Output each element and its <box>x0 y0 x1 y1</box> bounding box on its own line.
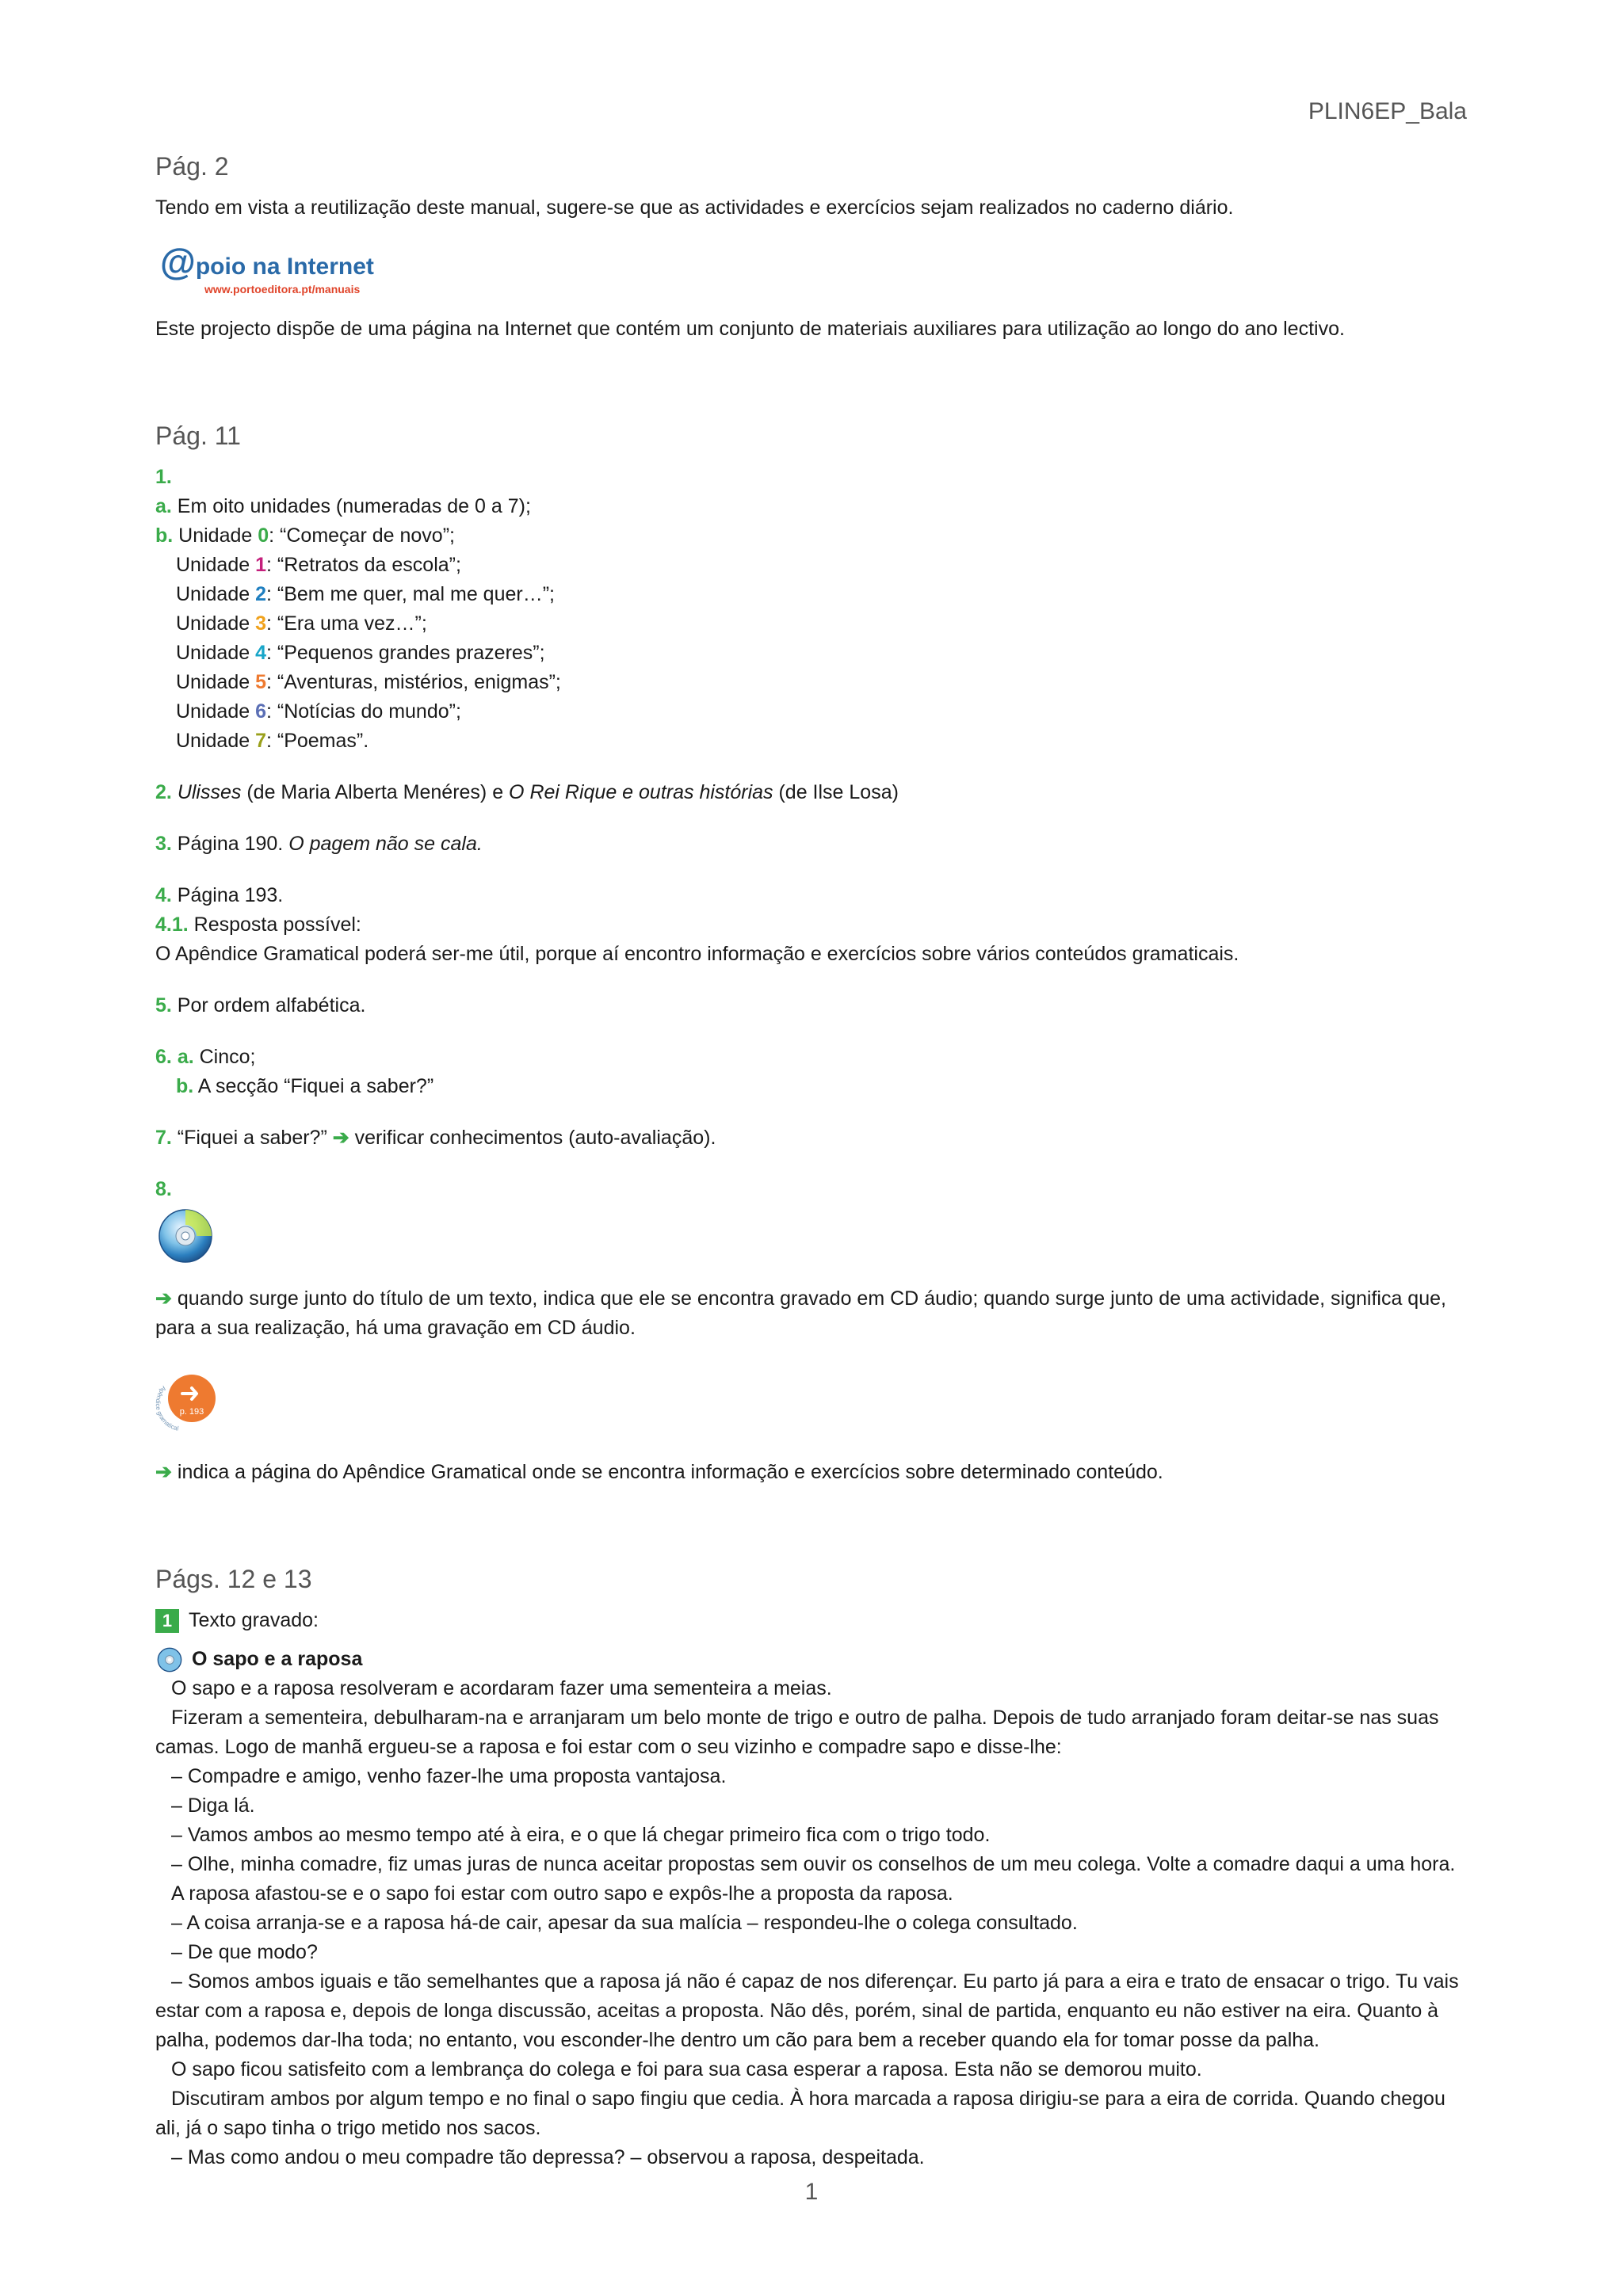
cd-audio-icon <box>157 1207 214 1264</box>
unit-number: 2 <box>255 583 266 605</box>
story-paragraph: A raposa afastou-se e o sapo foi estar com outro sapo e expôs-lhe a proposta da raposa. <box>171 1882 953 1905</box>
q2-text: (de Ilse Losa) <box>773 781 899 803</box>
story-text <box>155 1674 1471 2172</box>
unit-number: 7 <box>255 730 266 752</box>
q7-label: 7. <box>155 1127 172 1149</box>
q1-label: 1. <box>155 466 172 488</box>
section-title-pag11: Pág. 11 <box>155 421 241 450</box>
page-content <box>155 151 1471 2172</box>
unit-name: : “Pequenos grandes prazeres”; <box>265 642 545 664</box>
apendice-page-label: p. 193 <box>179 1407 204 1417</box>
q6a-text: Cinco; <box>193 1046 256 1068</box>
q7-text: verificar conhecimentos (auto-avaliação). <box>349 1127 716 1149</box>
story-paragraph: – Compadre e amigo, venho fazer-lhe uma proposta vantajosa. <box>171 1765 727 1787</box>
book-title: Ulisses <box>177 781 242 803</box>
unit-name: : “Era uma vez…”; <box>265 612 427 635</box>
page-number: 1 <box>804 2179 819 2205</box>
logo-url: www.portoeditora.pt/manuais <box>204 283 361 296</box>
cd-explanation: quando surge junto do título de um texto, indica que ele se encontra gravado em CD áudio; quando surge junto de uma actividade, significa que, para a sua realização, há uma gravação em CD áudio. <box>155 1287 1446 1339</box>
q41-label: 4.1. <box>155 913 189 936</box>
q1a-label: a. <box>155 495 172 517</box>
q3-text: Página 190. <box>171 833 289 855</box>
arrow-icon: ➔ <box>332 1127 349 1149</box>
q2-label: 2. <box>155 781 172 803</box>
q5-text: Por ordem alfabética. <box>171 994 366 1016</box>
story-paragraph: O sapo e a raposa resolveram e acordaram fazer uma sementeira a meias. <box>171 1677 832 1699</box>
intro-text: Tendo em vista a reutilização deste manual, sugere-se que as actividades e exercícios sejam realizados no caderno diário. <box>155 196 1234 219</box>
unit-name: : “Bem me quer, mal me quer…”; <box>265 583 555 605</box>
arrow-icon: ➔ <box>155 1461 172 1483</box>
unit-name: : “Começar de novo”; <box>269 524 455 547</box>
unit-prefix: Unidade <box>173 524 258 547</box>
unit-name: : “Notícias do mundo”; <box>265 700 461 723</box>
story-paragraph: Fizeram a sementeira, debulharam-na e arranjaram um belo monte de trigo e outro de palha. Depois de tudo arranjado foram deitar-se nas suas camas. Logo de manhã ergueu-se a raposa e foi estar com o seu vizinho e compadre sapo e disse-lhe: <box>155 1707 1439 1758</box>
q4-text: Página 193. <box>171 884 284 906</box>
q5-label: 5. <box>155 994 172 1016</box>
unit-name: : “Retratos da escola”; <box>265 554 461 576</box>
logo-internet-text: Internet <box>286 254 374 280</box>
unit-prefix: Unidade <box>176 671 256 693</box>
apendice-explanation: indica a página do Apêndice Gramatical onde se encontra informação e exercícios sobre determinado conteúdo. <box>171 1461 1163 1483</box>
unit-prefix: Unidade <box>176 730 256 752</box>
story-paragraph: – Mas como andou o meu compadre tão depressa? – observou a raposa, despeitada. <box>171 2146 925 2168</box>
q6b-label: b. <box>176 1075 194 1097</box>
unit-number: 5 <box>255 671 266 693</box>
activity-label: Texto gravado: <box>189 1609 319 1631</box>
q41-text: Resposta possível: <box>188 913 361 936</box>
apendice-curved-label: Apên gramatical <box>155 1384 180 1432</box>
at-icon: @ <box>160 241 196 282</box>
apoio-internet-logo <box>160 243 1471 299</box>
story-paragraph: Discutiram ambos por algum tempo e no final o sapo fingiu que cedia. À hora marcada a raposa dirigiu-se para a eira de corrida. Quando chegou ali, já o sapo tinha o trigo metido nos sacos. <box>155 2088 1445 2139</box>
internet-text: Este projecto dispõe de uma página na Internet que contém um conjunto de materiais auxiliares para utilização ao longo do ano lectivo. <box>155 318 1345 340</box>
story-title: O sapo e a raposa <box>192 1648 363 1670</box>
unit-number: 3 <box>255 612 266 635</box>
story-title-row <box>155 1645 1471 1674</box>
q6a-label: a. <box>177 1046 194 1068</box>
unit-number: 4 <box>255 642 266 664</box>
logo-main-text: poio <box>195 254 246 280</box>
story-paragraph: – Vamos ambos ao mesmo tempo até à eira, e o que lá chegar primeiro fica com o trigo todo. <box>171 1824 991 1846</box>
q7-text: “Fiquei a saber?” <box>171 1127 333 1149</box>
cd-audio-icon <box>157 1647 182 1672</box>
story-paragraph: O sapo ficou satisfeito com a lembrança do colega e foi para sua casa esperar a raposa. Esta não se demorou muito. <box>171 2058 1202 2081</box>
logo-na-text: na <box>246 254 287 280</box>
unit-number: 1 <box>255 554 266 576</box>
unit-name: : “Poemas”. <box>265 730 369 752</box>
unit-prefix: Unidade <box>176 642 256 664</box>
book-title: O Rei Rique e outras histórias <box>509 781 773 803</box>
story-paragraph: – Olhe, minha comadre, fiz umas juras de nunca aceitar propostas sem ouvir os conselhos de um meu colega. Volte a comadre daqui a uma hora. <box>171 1853 1456 1875</box>
story-paragraph: – A coisa arranja-se e a raposa há-de cair, apesar da sua malícia – respondeu-lhe o colega consultado. <box>171 1912 1078 1934</box>
q1b-label: b. <box>155 524 174 547</box>
story-paragraph: – Somos ambos iguais e tão semelhantes que a raposa já não é capaz de nos diferençar. Eu parto já para a eira e trato de ensacar o trigo. Tu vais estar com a raposa e, depois de longa discussão, aceitas a proposta. Não dês, porém, sinal de partida, enquanto eu não estiver na eira. Quanto à palha, podemos dar-lha toda; no entanto, vou esconder-lhe dentro um cão para bem a receber quando ela for tomar posse da palha. <box>155 1970 1459 2051</box>
q2-text: (de Maria Alberta Menéres) e <box>241 781 510 803</box>
q3-label: 3. <box>155 833 172 855</box>
activity-number-badge: 1 <box>155 1609 179 1633</box>
arrow-icon: ➔ <box>155 1287 172 1310</box>
q4-label: 4. <box>155 884 172 906</box>
unit-prefix: Unidade <box>176 554 256 576</box>
unit-prefix: Unidade <box>176 700 256 723</box>
q6b-text: A secção “Fiquei a saber?” <box>193 1075 434 1097</box>
unit-prefix: Unidade <box>176 612 256 635</box>
section-title-pag12: Págs. 12 e 13 <box>155 1565 312 1593</box>
q1a-text: Em oito unidades (numeradas de 0 a 7); <box>171 495 531 517</box>
unit-number: 6 <box>255 700 266 723</box>
unit-name: : “Aventuras, mistérios, enigmas”; <box>265 671 561 693</box>
unit-number: 0 <box>258 524 269 547</box>
section-title-pag2: Pág. 2 <box>155 152 229 181</box>
story-paragraph: – Diga lá. <box>171 1794 255 1817</box>
q8-label: 8. <box>155 1178 172 1200</box>
q6-label: 6. <box>155 1046 172 1068</box>
unit-prefix: Unidade <box>176 583 256 605</box>
apendice-gramatical-icon <box>155 1370 219 1435</box>
q3-title: O pagem não se cala. <box>288 833 483 855</box>
q41-answer: O Apêndice Gramatical poderá ser-me útil, porque aí encontro informação e exercícios sobre vários conteúdos gramaticais. <box>155 943 1239 965</box>
document-code: PLIN6EP_Bala <box>1308 98 1467 124</box>
story-paragraph: – De que modo? <box>171 1941 318 1963</box>
